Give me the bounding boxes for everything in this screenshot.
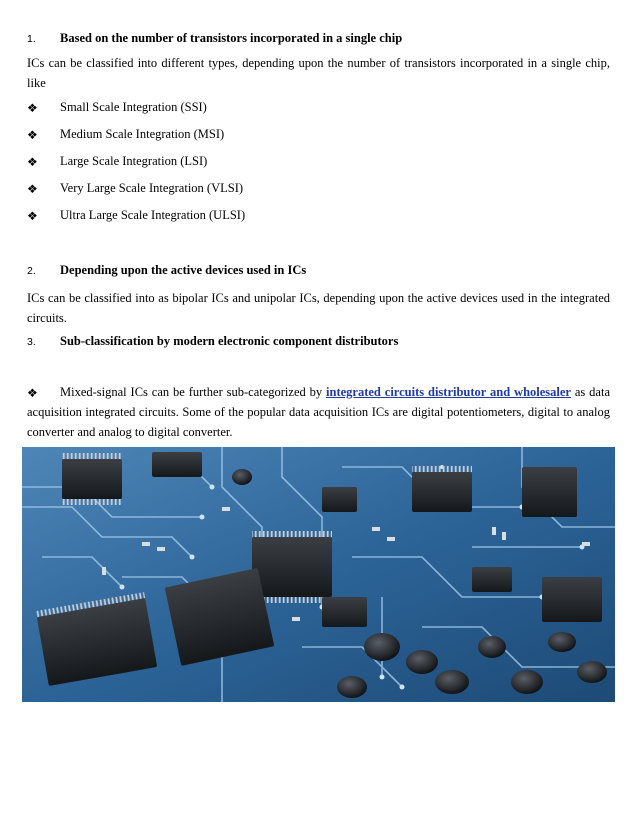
- section-3-text-after: as data acquisition integrated circuits. Some of the popular data acquisition ICs are digital potentiometers, digital to analog converter and analog to digital converter.: [27, 385, 610, 439]
- bullet-icon: ❖: [27, 101, 38, 115]
- bullet-icon: ❖: [27, 209, 38, 223]
- bullet-lsi: Large Scale Integration (LSI): [60, 154, 208, 168]
- bullet-icon: ❖: [27, 386, 38, 400]
- bullet-msi: Medium Scale Integration (MSI): [60, 127, 225, 141]
- section-1-number: 1.: [27, 33, 36, 45]
- section-1-intro: ICs can be classified into different types, depending upon the number of transistors incorporated in a single chip, like: [27, 56, 610, 90]
- section-1-title: Based on the number of transistors incorporated in a single chip: [60, 31, 403, 45]
- section-2-title: Depending upon the active devices used in ICs: [60, 263, 307, 277]
- section-3-number: 3.: [27, 336, 36, 348]
- bullet-icon: ❖: [27, 128, 38, 142]
- distributor-link[interactable]: integrated circuits distributor and wholesaler: [326, 385, 571, 399]
- section-3-body: [27, 382, 610, 442]
- bullet-vlsi: Very Large Scale Integration (VLSI): [60, 181, 244, 195]
- circuit-board-image: [22, 447, 615, 702]
- section-2-number: 2.: [27, 265, 36, 277]
- bullet-icon: ❖: [27, 155, 38, 169]
- section-3-text-before: Mixed-signal ICs can be further sub-categorized by: [60, 385, 327, 399]
- bullet-ssi: Small Scale Integration (SSI): [60, 100, 207, 114]
- bullet-icon: ❖: [27, 182, 38, 196]
- section-3-title: Sub-classification by modern electronic component distributors: [60, 334, 399, 348]
- bullet-ulsi: Ultra Large Scale Integration (ULSI): [60, 208, 246, 222]
- section-2-body: ICs can be classified into as bipolar ICs and unipolar ICs, depending upon the active devices used in the integrated circuits.: [27, 291, 610, 325]
